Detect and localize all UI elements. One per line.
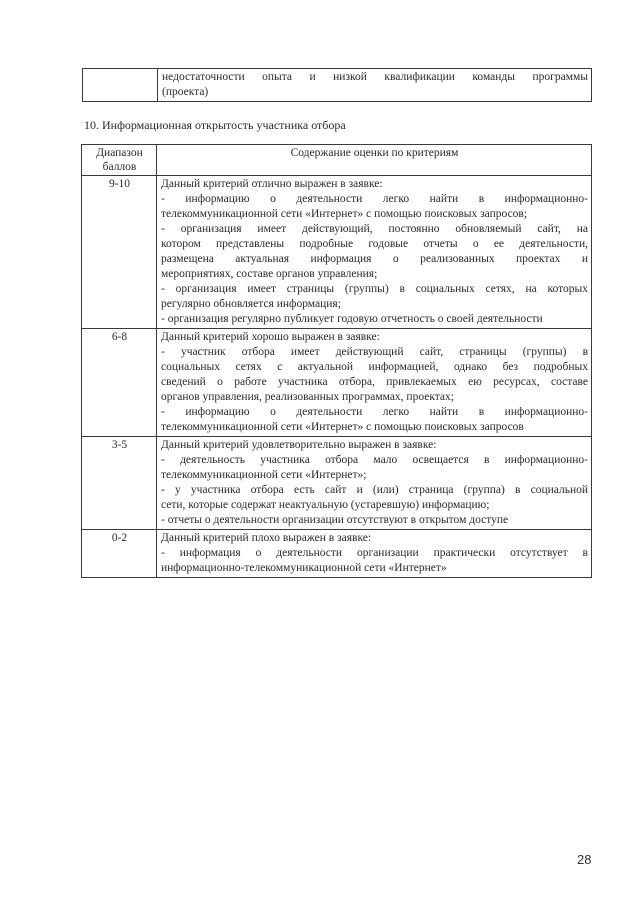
range-cell: 3-5 [82, 437, 157, 530]
text-line: Данный критерий отлично выражен в заявке: [161, 178, 383, 190]
text-line: - информацию о деятельности легко найти в информационно- [161, 406, 588, 418]
range-cell-empty [83, 69, 158, 102]
text-line: (проекта) [162, 86, 209, 98]
table-row [82, 530, 592, 578]
text-line: мероприятиях, составе органов управления; [161, 268, 378, 280]
table-row [82, 176, 592, 329]
page-number: 28 [577, 852, 592, 867]
table-row [82, 437, 592, 530]
text-line: регулярно обновляется информация; [161, 298, 341, 310]
text-line: - деятельность участника отбора мало освещается в информационно- [161, 454, 588, 466]
content-cell [157, 176, 592, 329]
criteria-table [81, 144, 592, 578]
text-line: телекоммуникационной сети «Интернет» с помощью поисковых запросов [161, 421, 524, 433]
section-heading: 10. Информационная открытость участника отбора [84, 118, 346, 132]
text-line: органов управления, реализованных программах, проектах; [161, 391, 454, 403]
text-line: телекоммуникационной сети «Интернет»; [161, 469, 367, 481]
text-line: социальных сетях с актуальной информацией, однако без подробных [161, 361, 588, 373]
header-range: Диапазон баллов [82, 145, 157, 176]
continuation-table [82, 68, 592, 102]
content-cell [158, 69, 592, 102]
range-cell: 0-2 [82, 530, 157, 578]
text-line: информационно-телекоммуникационной сети «Интернет» [161, 562, 447, 574]
text-line: размещена актуальная информация о реализованных проектах и [161, 253, 588, 265]
text-line: - отчеты о деятельности организации отсутствуют в открытом доступе [161, 514, 509, 526]
text-line: сети, которые содержат неактуальную (устаревшую) информацию; [161, 499, 490, 511]
text-line: - участник отбора имеет действующий сайт, страницы (группы) в [161, 346, 588, 358]
text-line: сведений о работе участника отбора, привлекаемых ею ресурсах, составе [161, 376, 588, 388]
text-line: - организация имеет действующий, постоянно обновляемый сайт, на [161, 223, 588, 235]
range-cell: 6-8 [82, 329, 157, 437]
range-cell: 9-10 [82, 176, 157, 329]
text-line: недостаточности опыта и низкой квалификации команды программы [162, 71, 588, 83]
table-row [83, 69, 592, 102]
content-cell [157, 530, 592, 578]
text-line: - у участника отбора есть сайт и (или) страница (группа) в социальной [161, 484, 588, 496]
text-line: - организация регулярно публикует годовую отчетность о своей деятельности [161, 313, 543, 325]
header-content: Содержание оценки по критериям [157, 145, 592, 176]
text-line: - организация имеет страницы (группы) в социальных сетях, на которых [161, 283, 588, 295]
text-line: котором представлены подробные годовые отчеты о ее деятельности, [161, 238, 588, 250]
content-cell [157, 437, 592, 530]
content-cell [157, 329, 592, 437]
text-line: Данный критерий хорошо выражен в заявке: [161, 331, 380, 343]
text-line: - информацию о деятельности легко найти в информационно- [161, 193, 588, 205]
text-line: Данный критерий плохо выражен в заявке: [161, 532, 372, 544]
text-line: - информация о деятельности организации практически отсутствует в [161, 547, 588, 559]
table-header-row [82, 145, 592, 176]
table-row [82, 329, 592, 437]
text-line: Данный критерий удовлетворительно выражен в заявке: [161, 439, 437, 451]
text-line: телекоммуникационной сети «Интернет» с помощью поисковых запросов; [161, 208, 528, 220]
